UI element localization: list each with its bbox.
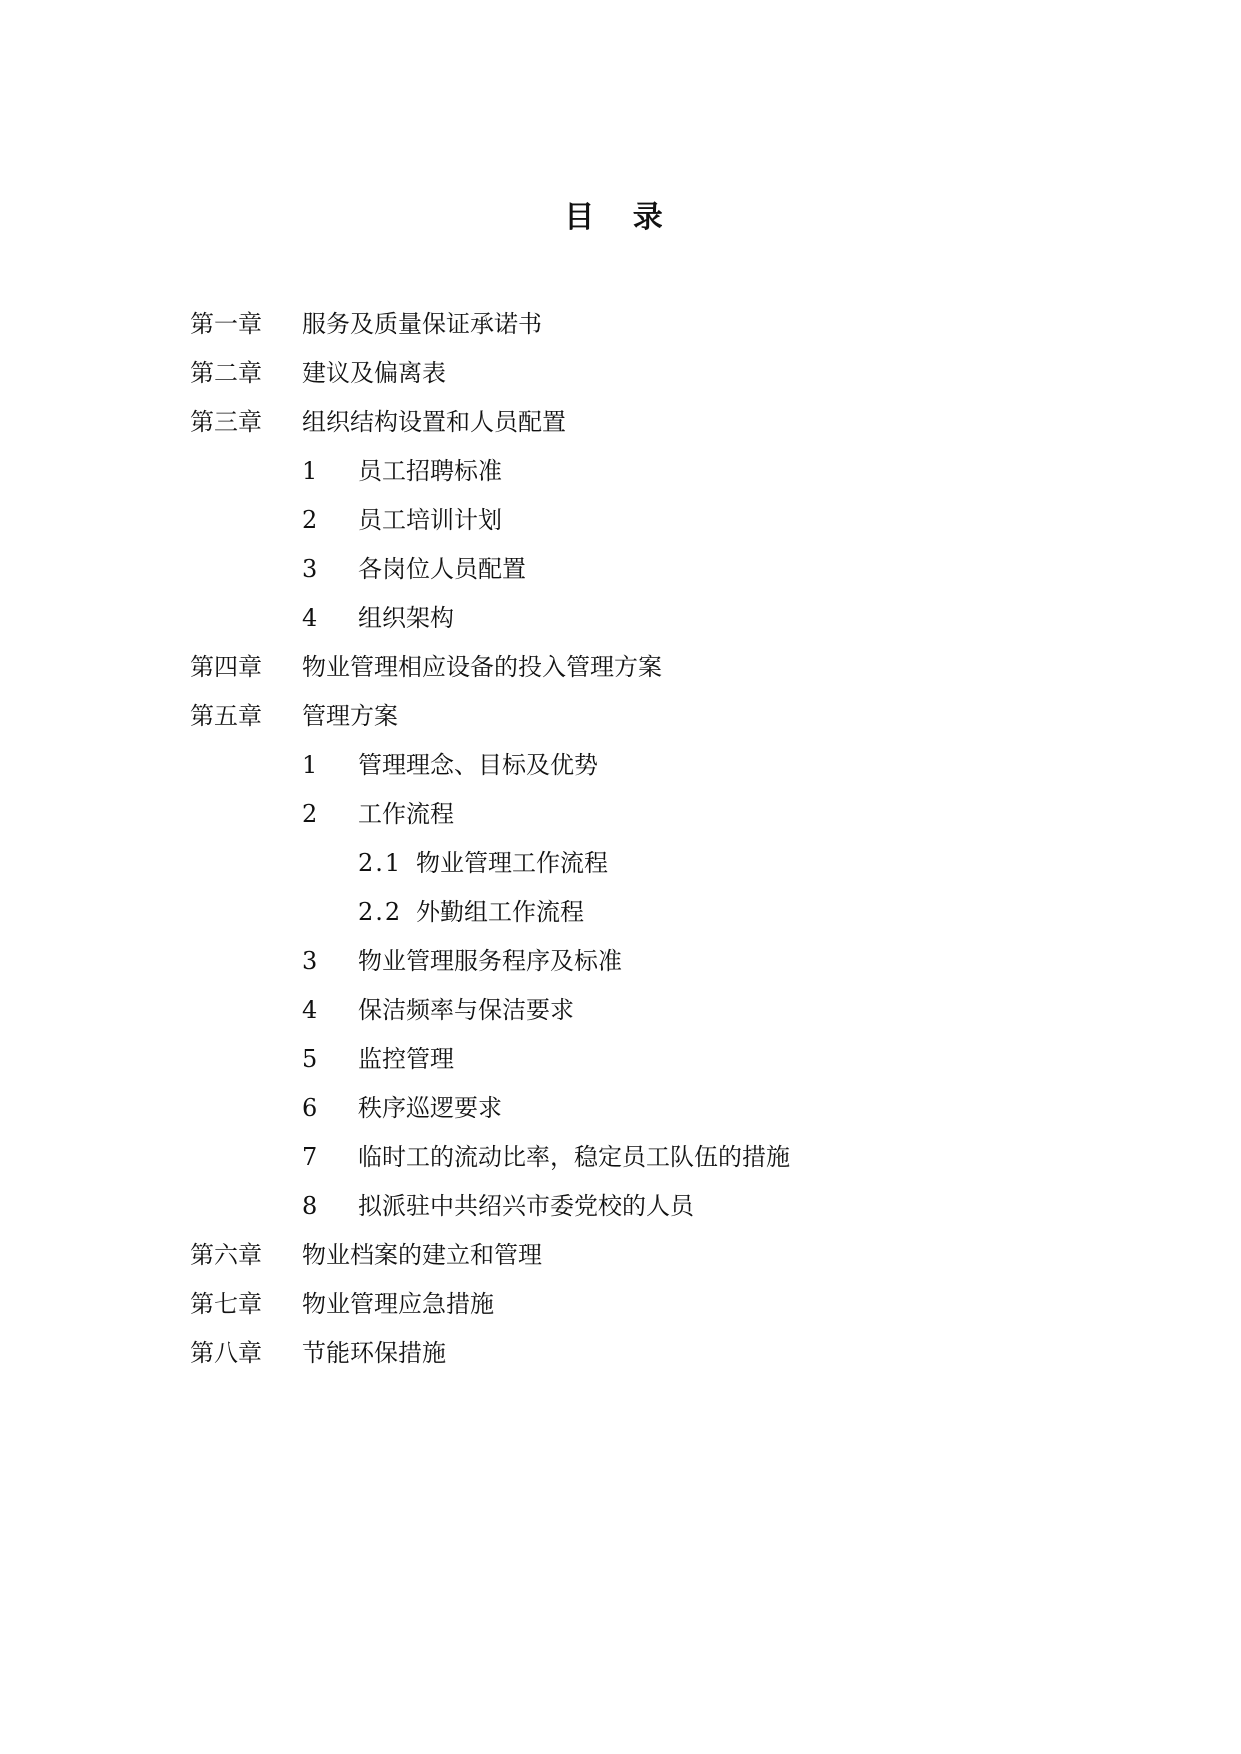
toc-entry-title: 建议及偏离表 (302, 359, 446, 387)
toc-entry-number: 3 (302, 555, 318, 583)
toc-entry-title: 秩序巡逻要求 (358, 1094, 502, 1122)
toc-entry (190, 790, 1150, 839)
toc-entry-title: 员工招聘标准 (358, 457, 502, 485)
toc-entry-title: 拟派驻中共绍兴市委党校的人员 (358, 1192, 694, 1220)
toc-entry (190, 398, 1150, 447)
toc-entry-number: 第六章 (190, 1241, 262, 1269)
toc-entry (190, 888, 1150, 937)
toc-entry (190, 643, 1150, 692)
toc-entry-number: 2 (302, 800, 318, 828)
toc-entry-number: 6 (302, 1094, 318, 1122)
toc-entry-number: 第四章 (190, 653, 262, 681)
page-title: 目 录 (564, 200, 677, 235)
toc-entry (190, 1084, 1150, 1133)
toc-entry-title: 节能环保措施 (302, 1339, 446, 1367)
toc-entry-number: 1 (302, 751, 318, 779)
toc-entry-number: 2.2 (358, 898, 403, 926)
toc-entry (190, 1035, 1150, 1084)
toc-entry (190, 986, 1150, 1035)
toc-entry-number: 4 (302, 996, 318, 1024)
toc-entry (190, 545, 1150, 594)
toc-entry-title: 保洁频率与保洁要求 (358, 996, 574, 1024)
toc-entry-number: 2.1 (358, 849, 403, 877)
toc-entry (190, 692, 1150, 741)
toc-entry-number: 第一章 (190, 310, 262, 338)
toc-entry (190, 300, 1150, 349)
toc-entry (190, 741, 1150, 790)
toc-entry-title: 管理理念、目标及优势 (358, 751, 598, 779)
toc-entry (190, 496, 1150, 545)
toc-entry-number: 第七章 (190, 1290, 262, 1318)
toc-entry-title: 员工培训计划 (358, 506, 502, 534)
toc-entry-title: 管理方案 (302, 702, 398, 730)
toc-entry (190, 594, 1150, 643)
toc-entry (190, 1231, 1150, 1280)
toc-entry-title: 物业管理服务程序及标准 (358, 947, 622, 975)
toc-entry-title: 工作流程 (358, 800, 454, 828)
toc-entry-number: 2 (302, 506, 318, 534)
toc-entry (190, 1133, 1150, 1182)
toc-entry-number: 1 (302, 457, 318, 485)
toc-entry-title: 物业管理相应设备的投入管理方案 (302, 653, 662, 681)
toc-entry-title: 组织架构 (358, 604, 454, 632)
toc-entry (190, 937, 1150, 986)
toc-entry-title: 外勤组工作流程 (416, 898, 584, 926)
toc-entry-number: 第五章 (190, 702, 262, 730)
toc-entry (190, 349, 1150, 398)
toc-entry-number: 第二章 (190, 359, 262, 387)
toc-entry-title: 各岗位人员配置 (358, 555, 526, 583)
toc-entry-title: 物业管理应急措施 (302, 1290, 494, 1318)
toc-entry-number: 7 (302, 1143, 318, 1171)
table-of-contents (190, 300, 1150, 1378)
toc-entry-number: 第八章 (190, 1339, 262, 1367)
toc-entry-title: 监控管理 (358, 1045, 454, 1073)
toc-entry-number: 第三章 (190, 408, 262, 436)
toc-entry-title: 物业档案的建立和管理 (302, 1241, 542, 1269)
toc-entry (190, 1182, 1150, 1231)
toc-entry (190, 1280, 1150, 1329)
toc-entry-number: 3 (302, 947, 318, 975)
toc-entry (190, 839, 1150, 888)
toc-entry (190, 447, 1150, 496)
toc-entry-number: 8 (302, 1192, 318, 1220)
toc-entry-number: 5 (302, 1045, 318, 1073)
toc-entry-title: 临时工的流动比率，稳定员工队伍的措施 (358, 1143, 790, 1171)
toc-entry-title: 物业管理工作流程 (416, 849, 608, 877)
toc-entry-title: 组织结构设置和人员配置 (302, 408, 566, 436)
toc-entry (190, 1329, 1150, 1378)
toc-entry-number: 4 (302, 604, 318, 632)
toc-entry-title: 服务及质量保证承诺书 (302, 310, 542, 338)
